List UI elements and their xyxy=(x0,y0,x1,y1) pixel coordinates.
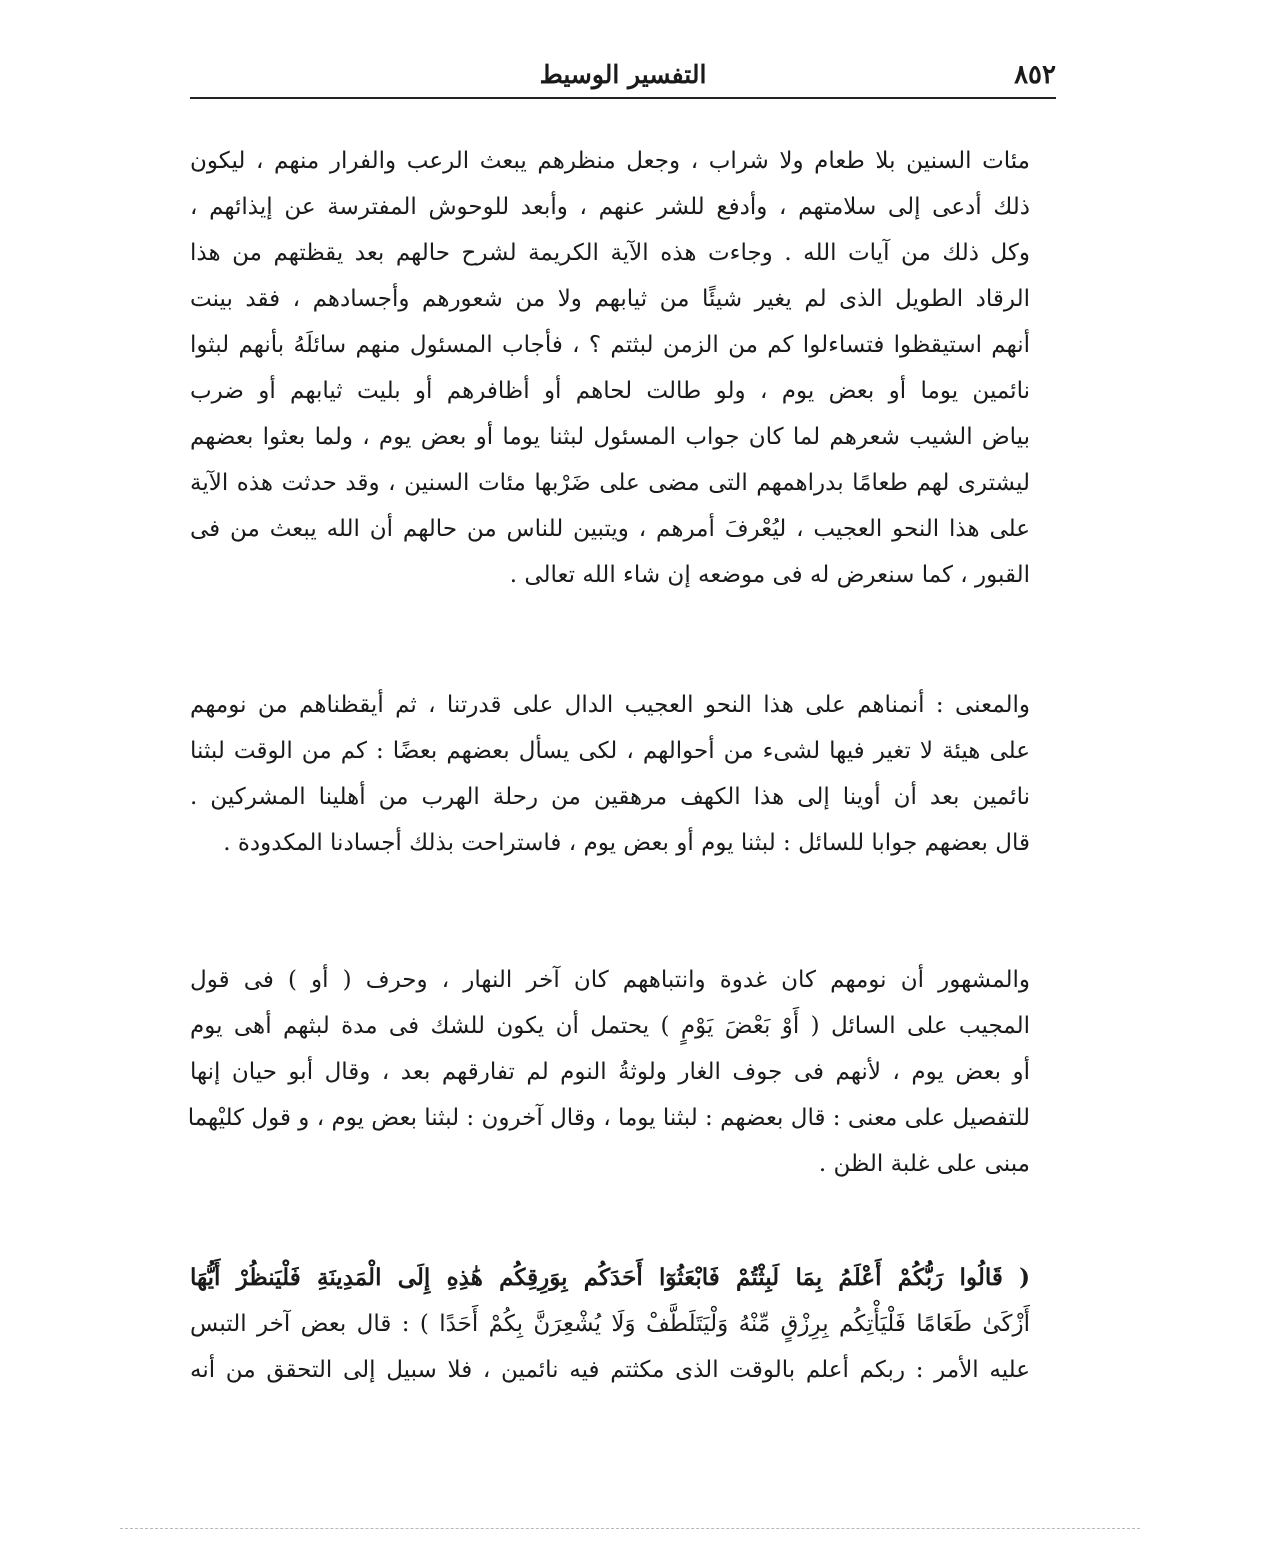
text-line: بياض الشيب شعرهم لما كان جواب المسئول لبثنا يوما أو بعض يوم ، ولما بعثوا بعضهم xyxy=(190,424,1030,450)
text-line: أنهم استيقظوا فتساءلوا كم من الزمن لبثتم ؟ ، فأجاب المسئول منهم سائلَهُ بأنهم لبثوا xyxy=(190,332,1030,358)
text-line: والمشهور أن نومهم كان غدوة وانتباههم كان آخر النهار ، وحرف ( أو ) فى قول xyxy=(190,967,1030,993)
text-line: الرقاد الطويل الذى لم يغير شيئًا من ثيابهم ولا من شعورهم وأجسادهم ، فقد بينت xyxy=(190,286,1030,312)
text-line: قال بعضهم جوابا للسائل : لبثنا يوم أو بعض يوم ، فاستراحت بذلك أجسادنا المكدودة . xyxy=(223,830,1030,856)
text-line: عليه الأمر : ربكم أعلم بالوقت الذى مكثتم فيه نائمين ، فلا سبيل إلى التحقق من أنه xyxy=(190,1357,1030,1383)
text-line: مئات السنين بلا طعام ولا شراب ، وجعل منظرهم يبعث الرعب والفرار منهم ، ليكون xyxy=(190,148,1031,174)
text-line: أَزْكَىٰ طَعَامًا فَلْيَأْتِكُم بِرِزْقٍ مِّنْهُ وَلْيَتَلَطَّفْ وَلَا يُشْعِرَنَّ بِكُمْ أَحَدًا ) : قال بعض آخر التبس xyxy=(190,1311,1030,1337)
header-rule xyxy=(190,97,1056,99)
text-line: على هيئة لا تغير فيها لشىء من أحوالهم ، لكى يسأل بعضهم بعضًا : كم من الوقت لبثنا xyxy=(190,738,1030,764)
footer-rule xyxy=(120,1528,1140,1530)
text-line: على هذا النحو العجيب ، ليُعْرفَ أمرهم ، ويتبين للناس من حالهم أن الله يبعث من فى xyxy=(190,516,1030,542)
paragraph-4-verse xyxy=(190,1255,1030,1393)
text-line: أو بعض يوم ، لأنهم فى جوف الغار ولوثةُ النوم لم تفارقهم بعد ، وقال أبو حيان إنها xyxy=(190,1059,1030,1085)
text-line: نائمين بعد أن أوينا إلى هذا الكهف مرهقين من رحلة الهرب من أهلينا المشركين . xyxy=(190,784,1030,810)
text-line: القبور ، كما سنعرض له فى موضعه إن شاء الله تعالى . xyxy=(509,562,1030,588)
text-line: المجيب على السائل ( أَوْ بَعْضَ يَوْمٍ ) يحتمل أن يكون للشك فى مدة لبثهم أهى يوم xyxy=(190,1013,1030,1039)
text-line: للتفصيل على معنى : قال بعضهم : لبثنا يوما ، وقال آخرون : لبثنا بعض يوم ، و قول كليْهما xyxy=(187,1105,1030,1131)
paragraph-2 xyxy=(190,682,1030,866)
text-line: ليشترى لهم طعامًا بدراهمهم التى مضى على ضَرْبها مئات السنين ، وقد حدثت هذه الآية xyxy=(190,470,1030,496)
paragraph-3 xyxy=(187,957,1030,1187)
verse-line: ( قَالُوا رَبُّكُمْ أَعْلَمُ بِمَا لَبِثْتُمْ فَابْعَثُوٓا أَحَدَكُم بِوَرِقِكُم هَٰذِهِ إِلَى الْمَدِينَةِ فَلْيَنظُرْ أَيُّهَا xyxy=(190,1264,1030,1291)
page-header xyxy=(190,58,1056,96)
text-line: وكل ذلك من آيات الله . وجاءت هذه الآية الكريمة لشرح حالهم بعد يقظتهم من هذا xyxy=(190,240,1030,266)
text-line: نائمين يوما أو بعض يوم ، ولو طالت لحاهم أو أظافرهم أو بليت ثيابهم أو ضرب xyxy=(190,378,1030,404)
running-title: التفسير الوسيط xyxy=(539,60,707,89)
text-line: ذلك أدعى إلى سلامتهم ، وأدفع للشر عنهم ، وأبعد للوحوش المفترسة عن إيذائهم ، xyxy=(190,194,1030,220)
text-line: والمعنى : أنمناهم على هذا النحو العجيب الدال على قدرتنا ، ثم أيقظناهم من نومهم xyxy=(190,692,1030,718)
paragraph-1 xyxy=(190,138,1030,598)
text-line: مبنى على غلبة الظن . xyxy=(818,1151,1030,1177)
page-number: ٨٥٢ xyxy=(1014,60,1056,90)
